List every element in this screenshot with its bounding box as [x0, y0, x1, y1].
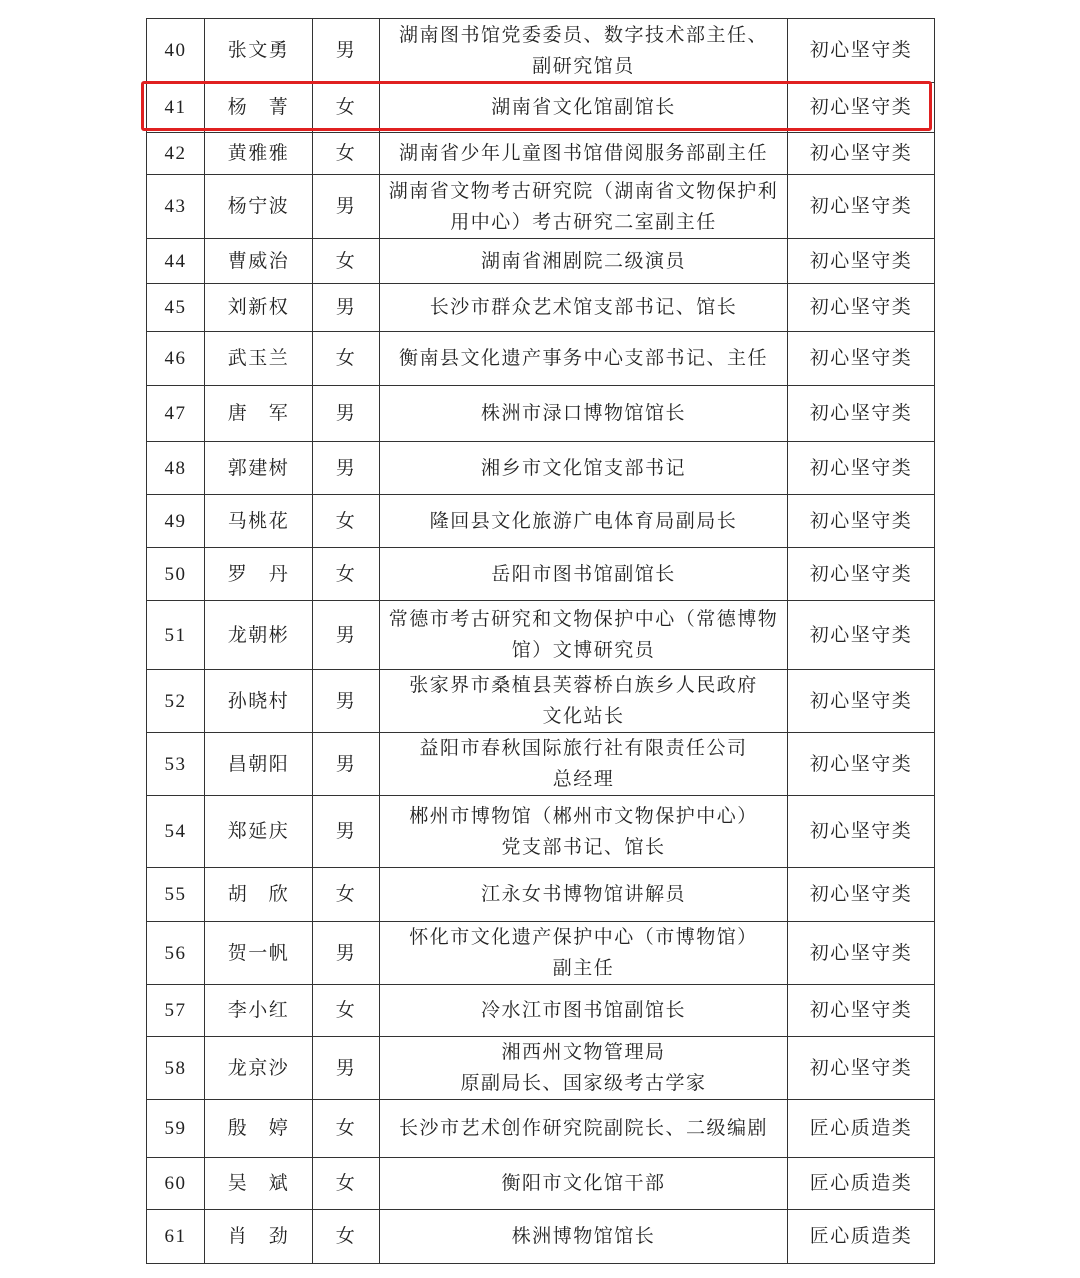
table-row — [147, 133, 935, 175]
row-number: 60 — [147, 1158, 205, 1210]
gender: 女 — [313, 548, 380, 601]
person-name: 胡 欣 — [205, 868, 313, 922]
row-number: 54 — [147, 796, 205, 868]
person-name: 殷 婷 — [205, 1100, 313, 1158]
position-title: 湖南省湘剧院二级演员 — [380, 239, 788, 284]
row-number: 59 — [147, 1100, 205, 1158]
person-name: 孙晓村 — [205, 670, 313, 733]
table-row — [147, 284, 935, 332]
table-row — [147, 1100, 935, 1158]
person-name: 肖 劲 — [205, 1210, 313, 1264]
award-category: 匠心质造类 — [788, 1158, 935, 1210]
person-name: 马桃花 — [205, 495, 313, 548]
row-number: 55 — [147, 868, 205, 922]
gender: 女 — [313, 495, 380, 548]
table-row — [147, 1210, 935, 1264]
award-category: 初心坚守类 — [788, 332, 935, 386]
person-name: 唐 军 — [205, 386, 313, 442]
table-row — [147, 386, 935, 442]
gender: 男 — [313, 386, 380, 442]
gender: 女 — [313, 332, 380, 386]
table-row — [147, 670, 935, 733]
row-number: 40 — [147, 19, 205, 83]
gender: 男 — [313, 733, 380, 796]
gender: 男 — [313, 670, 380, 733]
position-title: 湖南省少年儿童图书馆借阅服务部副主任 — [380, 133, 788, 175]
table-row — [147, 733, 935, 796]
position-title: 郴州市博物馆（郴州市文物保护中心） 党支部书记、馆长 — [380, 796, 788, 868]
person-name: 武玉兰 — [205, 332, 313, 386]
position-title: 益阳市春秋国际旅行社有限责任公司 总经理 — [380, 733, 788, 796]
award-category: 初心坚守类 — [788, 284, 935, 332]
award-category: 匠心质造类 — [788, 1210, 935, 1264]
award-category: 初心坚守类 — [788, 239, 935, 284]
gender: 女 — [313, 83, 380, 133]
table-row — [147, 985, 935, 1037]
award-category: 初心坚守类 — [788, 442, 935, 495]
person-name: 郑延庆 — [205, 796, 313, 868]
award-category: 初心坚守类 — [788, 922, 935, 985]
award-category: 初心坚守类 — [788, 83, 935, 133]
award-category: 初心坚守类 — [788, 796, 935, 868]
gender: 女 — [313, 1210, 380, 1264]
position-title: 长沙市艺术创作研究院副院长、二级编剧 — [380, 1100, 788, 1158]
award-category: 初心坚守类 — [788, 19, 935, 83]
row-number: 47 — [147, 386, 205, 442]
person-name: 贺一帆 — [205, 922, 313, 985]
row-number: 50 — [147, 548, 205, 601]
row-number: 48 — [147, 442, 205, 495]
gender: 男 — [313, 175, 380, 239]
gender: 男 — [313, 284, 380, 332]
position-title: 衡阳市文化馆干部 — [380, 1158, 788, 1210]
person-name: 刘新权 — [205, 284, 313, 332]
gender: 女 — [313, 868, 380, 922]
person-name: 郭建树 — [205, 442, 313, 495]
gender: 女 — [313, 239, 380, 284]
gender: 男 — [313, 601, 380, 670]
table-row — [147, 1037, 935, 1100]
position-title: 张家界市桑植县芙蓉桥白族乡人民政府 文化站长 — [380, 670, 788, 733]
gender: 男 — [313, 922, 380, 985]
row-number: 44 — [147, 239, 205, 284]
award-category: 初心坚守类 — [788, 868, 935, 922]
gender: 男 — [313, 19, 380, 83]
table-row — [147, 175, 935, 239]
award-category: 初心坚守类 — [788, 386, 935, 442]
table-row — [147, 332, 935, 386]
roster-table — [146, 18, 935, 1264]
row-number: 57 — [147, 985, 205, 1037]
person-name: 龙朝彬 — [205, 601, 313, 670]
row-number: 51 — [147, 601, 205, 670]
row-number: 53 — [147, 733, 205, 796]
gender: 女 — [313, 1158, 380, 1210]
award-category: 初心坚守类 — [788, 1037, 935, 1100]
position-title: 长沙市群众艺术馆支部书记、馆长 — [380, 284, 788, 332]
person-name: 杨 菁 — [205, 83, 313, 133]
row-number: 43 — [147, 175, 205, 239]
row-number: 52 — [147, 670, 205, 733]
table-row — [147, 548, 935, 601]
position-title: 湘西州文物管理局 原副局长、国家级考古学家 — [380, 1037, 788, 1100]
award-category: 初心坚守类 — [788, 495, 935, 548]
position-title: 怀化市文化遗产保护中心（市博物馆） 副主任 — [380, 922, 788, 985]
award-category: 匠心质造类 — [788, 1100, 935, 1158]
position-title: 株洲市渌口博物馆馆长 — [380, 386, 788, 442]
position-title: 隆回县文化旅游广电体育局副局长 — [380, 495, 788, 548]
position-title: 江永女书博物馆讲解员 — [380, 868, 788, 922]
table-row — [147, 19, 935, 83]
gender: 男 — [313, 796, 380, 868]
position-title: 湘乡市文化馆支部书记 — [380, 442, 788, 495]
table-row — [147, 495, 935, 548]
position-title: 衡南县文化遗产事务中心支部书记、主任 — [380, 332, 788, 386]
person-name: 龙京沙 — [205, 1037, 313, 1100]
gender: 女 — [313, 1100, 380, 1158]
table-row — [147, 83, 935, 133]
row-number: 61 — [147, 1210, 205, 1264]
position-title: 株洲博物馆馆长 — [380, 1210, 788, 1264]
gender: 女 — [313, 985, 380, 1037]
person-name: 黄雅雅 — [205, 133, 313, 175]
position-title: 岳阳市图书馆副馆长 — [380, 548, 788, 601]
gender: 男 — [313, 442, 380, 495]
position-title: 湖南图书馆党委委员、数字技术部主任、 副研究馆员 — [380, 19, 788, 83]
position-title: 湖南省文物考古研究院（湖南省文物保护利 用中心）考古研究二室副主任 — [380, 175, 788, 239]
position-title: 湖南省文化馆副馆长 — [380, 83, 788, 133]
row-number: 56 — [147, 922, 205, 985]
award-category: 初心坚守类 — [788, 670, 935, 733]
person-name: 杨宁波 — [205, 175, 313, 239]
award-category: 初心坚守类 — [788, 548, 935, 601]
table-row — [147, 868, 935, 922]
row-number: 46 — [147, 332, 205, 386]
position-title: 冷水江市图书馆副馆长 — [380, 985, 788, 1037]
gender: 女 — [313, 133, 380, 175]
award-category: 初心坚守类 — [788, 733, 935, 796]
row-number: 42 — [147, 133, 205, 175]
person-name: 李小红 — [205, 985, 313, 1037]
table-row — [147, 601, 935, 670]
person-name: 张文勇 — [205, 19, 313, 83]
row-number: 41 — [147, 83, 205, 133]
person-name: 曹威治 — [205, 239, 313, 284]
table-row — [147, 1158, 935, 1210]
row-number: 49 — [147, 495, 205, 548]
person-name: 罗 丹 — [205, 548, 313, 601]
row-number: 45 — [147, 284, 205, 332]
position-title: 常德市考古研究和文物保护中心（常德博物 馆）文博研究员 — [380, 601, 788, 670]
award-category: 初心坚守类 — [788, 175, 935, 239]
row-number: 58 — [147, 1037, 205, 1100]
table-row — [147, 922, 935, 985]
gender: 男 — [313, 1037, 380, 1100]
award-category: 初心坚守类 — [788, 133, 935, 175]
person-name: 昌朝阳 — [205, 733, 313, 796]
table-row — [147, 239, 935, 284]
table-row — [147, 796, 935, 868]
award-category: 初心坚守类 — [788, 985, 935, 1037]
table-row — [147, 442, 935, 495]
award-category: 初心坚守类 — [788, 601, 935, 670]
person-name: 吴 斌 — [205, 1158, 313, 1210]
